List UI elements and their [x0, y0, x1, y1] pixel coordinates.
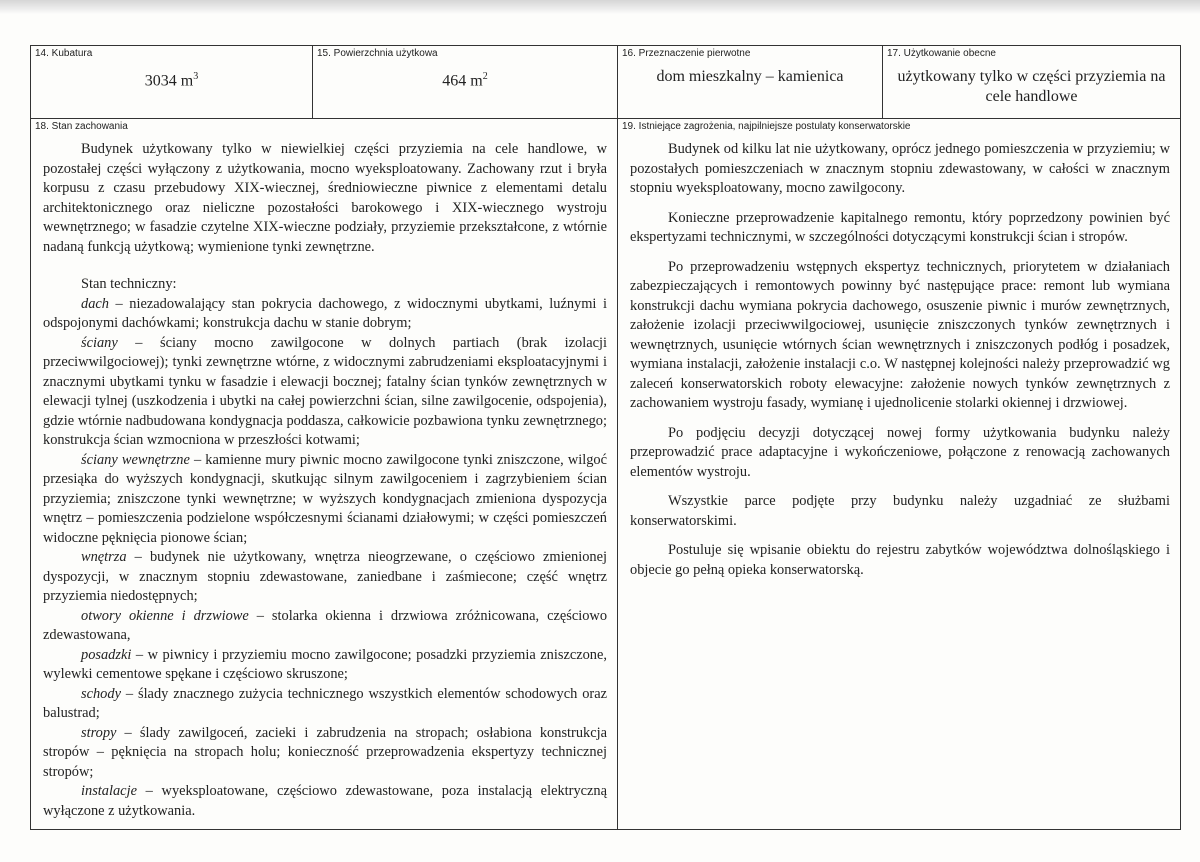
monument-card-table: [30, 45, 1181, 830]
field-powierzchnia: [313, 46, 618, 119]
technical-item-text: – stolarka okienna i drzwiowa zróżnicowana, częściowo zdewastowana,: [43, 607, 608, 643]
technical-item-text: – ślady zawilgoceń, zacieki i zabrudzenia na stropach; osłabiona konstrukcja stropów – pęknięcia na stropach holu; konieczność przeprowadzenia ekspertyzy technicznej stropów;: [43, 724, 607, 780]
technical-item-text: – ślady znacznego zużycia technicznego wszystkich elementów schodowych oraz balustrad;: [43, 685, 607, 721]
postulate-paragraph: Postuluje się wpisanie obiektu do rejestru zabytków województwa dolnośląskiego i objecie go pełną opieka konserwatorską.: [630, 542, 1170, 578]
field-value: 464 $m^2$: [442, 71, 488, 90]
technical-item-text: – w piwnicy i przyziemiu mocno zawilgocone; posadzki przyziemia zniszczone, wylewki cementowe spękane i częściowo skruszone;: [43, 646, 607, 682]
postulate-paragraph: Konieczne przeprowadzenie kapitalnego remontu, który poprzedzony powinien być ekspertyzami technicznymi, w szczególności dotyczącymi konstrukcji ścian i stropów.: [630, 209, 1170, 245]
technical-item-key: instalacje: [81, 783, 137, 799]
technical-item: [43, 334, 607, 451]
technical-item: [43, 607, 607, 646]
field-label: 15. Powierzchnia użytkowa: [317, 48, 438, 59]
technical-title: Stan techniczny:: [81, 276, 177, 292]
field-value: użytkowany tylko w części przyziemia na cele handlowe: [897, 68, 1166, 105]
technical-item: [43, 548, 607, 607]
field-label: 17. Użytkowanie obecne: [887, 48, 996, 59]
technical-item-text: – wyeksploatowane, częściowo zdewastowane, poza instalacją elektryczną wyłączone z użytkowania.: [43, 783, 607, 819]
technical-item-text: – niezadowalający stan pokrycia dachowego, z widocznymi ubytkami, luźnymi i odspojonymi dachówkami; konstrukcja dachu w stanie dobrym;: [43, 295, 607, 331]
field-value: 3034 $m^3$: [144, 71, 199, 90]
technical-item: [43, 295, 607, 334]
technical-item: [43, 451, 607, 549]
field-label: 16. Przeznaczenie pierwotne: [622, 48, 751, 59]
technical-item: [43, 685, 607, 724]
technical-item-key: otwory okienne i drzwiowe: [81, 607, 249, 624]
postulate-paragraph: Po przeprowadzeniu wstępnych ekspertyz technicznych, priorytetem w działaniach zabezpieczających i remontowych powinny być następujące prace: remont lub wymiana konstrukcji dachu wymiana pokrycia dachowego, osuszenie piwnic i murów zewnętrznych, założenie izolacji przeciwwilgociowej, usunięcie zniszczonych tynków zewnętrznych i wewnętrznych, usunięcie wtórnych ścian wewnętrznych i zniszczonych podłóg i posadzek, wymiana instalacji, założenie instalacji c.o. W następnej kolejności należy przeprowadzić wg zaleceń konserwatorskich roboty elewacyjne: założenie nowych tynków zewnętrznych z zachowaniem wystroju fasady, wymianę i ujednolicenie stolarki okiennej i drzwiowej.: [630, 258, 1170, 411]
section-zagrozenia: [618, 119, 1181, 830]
scan-edge: [0, 0, 1200, 14]
field-przeznaczenie: [618, 46, 883, 119]
section-text: [618, 134, 1180, 598]
postulate-paragraph: Budynek od kilku lat nie użytkowany, oprócz jednego pomieszczenia w przyziemiu; w pozostałych pomieszczeniach w znacznym stopniu zdewastowany, w całości w znacznym stopniu wyeksploatowany, mocno zawilgocony.: [630, 141, 1170, 196]
field-uzytkowanie: [883, 46, 1181, 119]
section-text: [31, 134, 617, 829]
technical-item-key: dach: [81, 295, 109, 312]
technical-item-text: – kamienne mury piwnic mocno zawilgocone tynki zniszczone, wilgoć przesiąka do wyższych kondygnacji, skutkując silnym zawilgoceniem i zagrzybieniem ścian przyziemia; zniszczone tynki wewnętrzne; w wyższych kondygnacjach zmieniona dyspozycja wnętrz – pomieszczenia podzielone współczesnymi ścianami działowymi; w części pomieszczeń widoczne pęknięcia pionowe ścian;: [43, 451, 607, 546]
technical-item-key: ściany wewnętrzne: [81, 451, 190, 468]
technical-item: [43, 724, 607, 783]
postulate-paragraph: Wszystkie parce podjęte przy budynku należy uzgadniać ze służbami konserwatorskimi.: [630, 493, 1170, 529]
technical-item-key: ściany: [81, 334, 118, 351]
technical-item-key: posadzki: [81, 646, 132, 663]
technical-item: [43, 646, 607, 685]
section-label: 18. Stan zachowania: [35, 121, 128, 132]
field-value: dom mieszkalny – kamienica: [656, 68, 844, 85]
technical-state: [43, 275, 607, 821]
technical-items: [43, 295, 607, 822]
postulate-paragraph: Po podjęciu decyzji dotyczącej nowej formy użytkowania budynku należy przeprowadzić prace adaptacyjne i wykończeniowe, połączone z renowacją zachowanych elementów wystroju.: [630, 424, 1170, 480]
field-label: 14. Kubatura: [35, 48, 93, 59]
section-stan-zachowania: [31, 119, 618, 830]
technical-item-key: wnętrza: [81, 549, 127, 565]
field-kubatura: [31, 46, 313, 119]
section-label: 19. Istniejące zagrożenia, najpilniejsze postulaty konserwatorskie: [622, 121, 911, 132]
technical-item: [43, 782, 607, 821]
technical-item-text: – ściany mocno zawilgocone w dolnych partiach (brak izolacji przeciwwilgociowej); tynki zewnętrzne wtórne, z widocznymi zabrudzeniami eksploatacyjnymi i znacznymi ubytkami tynku w fasadzie i elewacji bocznej; fatalny ścian tynków zewnętrznych w elewacji tylnej (uszkodzenia i ubytki na całej powierzchni ścian, silne zawilgocenie, odspojenia), gdzie wtórnie nadbudowana kondygnacja poddasza, całkowicie pozbawiona tynku zewnętrznego; konstrukcja ścian wzmocniona w przeszłości kotwami;: [43, 334, 607, 448]
technical-item-text: – budynek nie użytkowany, wnętrza nieogrzewane, o częściowo zmienionej dyspozycji, w znacznym stopniu zdewastowane, zaniedbane i zaśmiecone; część wnętrz przyziemia niedostępnych;: [43, 549, 607, 604]
intro-paragraph: Budynek użytkowany tylko w niewielkiej części przyziemia na cele handlowe, w pozostałej części wyłączony z użytkowania, mocno wyeksploatowany. Zachowany rzut i bryła korpusu z czasu przebudowy XIX-wiecznej, średniowieczne piwnice z elementami detalu architektonicznego oraz nieliczne pozostałości barokowego i XIX-wiecznego wystroju wewnętrznego; w fasadzie czytelne XIX-wieczne podziały, przyziemie przekształcone, z wtórnie nadaną funkcją użytkową; wymienione tynki zewnętrzne.: [43, 141, 607, 255]
technical-item-key: schody: [81, 685, 121, 702]
technical-item-key: stropy: [81, 724, 117, 741]
